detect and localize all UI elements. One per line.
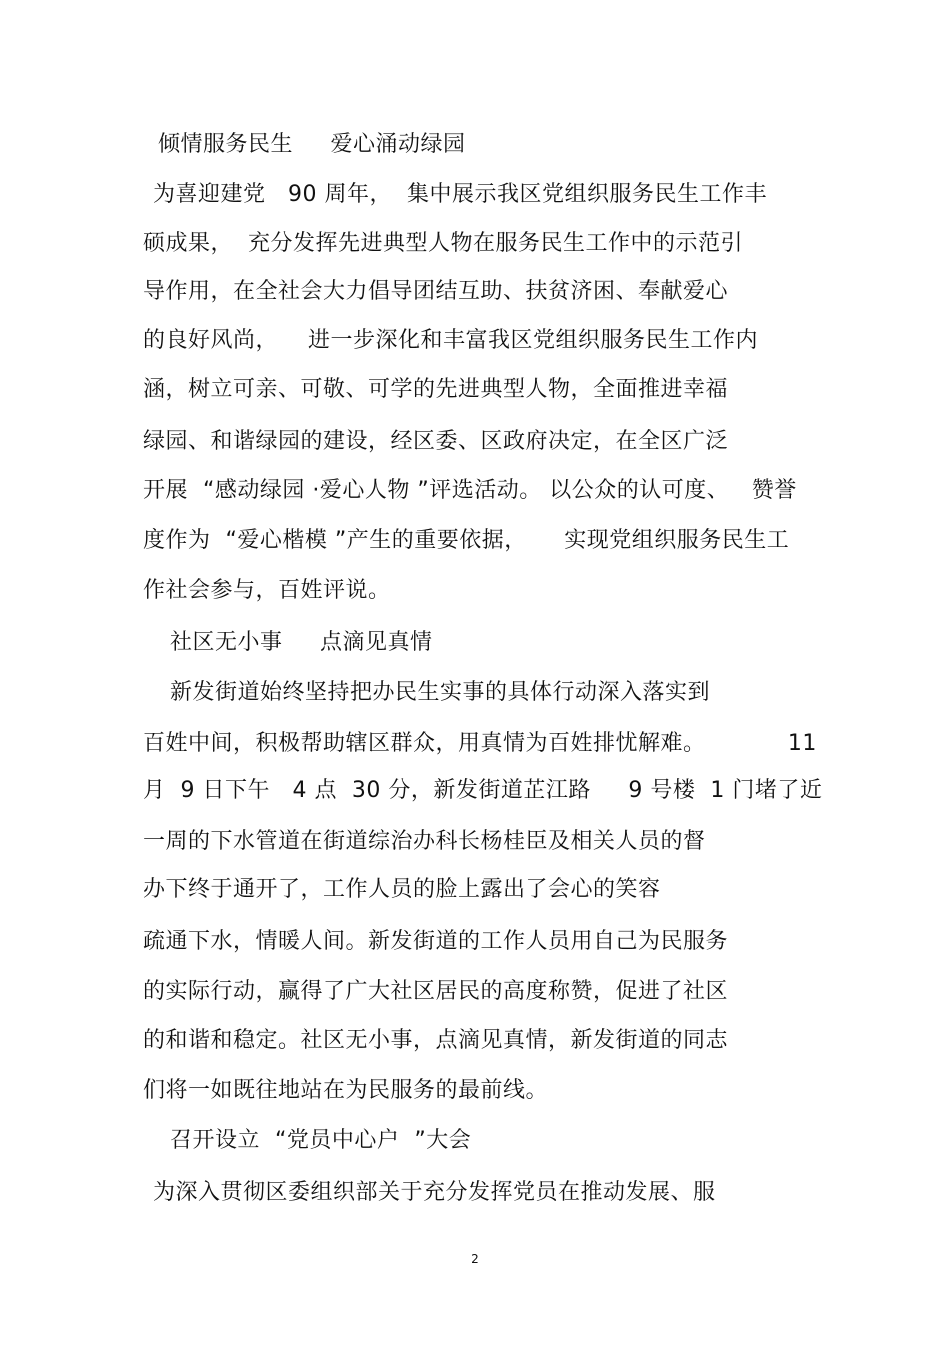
section-heading-3: 召开设立 “党员中心户 ”大会	[170, 1128, 472, 1153]
section-heading-1: 倾情服务民生 爱心涌动绿园	[158, 132, 466, 157]
paragraph-line: 为喜迎建党 90 周年， 集中展示我区党组织服务民生工作丰	[153, 182, 767, 207]
page-number: 2	[471, 1252, 479, 1266]
paragraph-line: 硕成果， 充分发挥先进典型人物在服务民生工作中的示范引	[143, 231, 743, 256]
paragraph-line: 新发街道始终坚持把办民生实事的具体行动深入落实到	[170, 680, 711, 705]
paragraph-line: 百姓中间，积极帮助辖区群众，用真情为百姓排忧解难。 11	[143, 731, 817, 756]
section-heading-2: 社区无小事 点滴见真情	[170, 630, 433, 655]
paragraph-line: 开展 “感动绿园 ·爱心人物 ”评选活动。 以公众的认可度、 赞誉	[143, 478, 797, 503]
paragraph-line: 涵，树立可亲、可敬、可学的先进典型人物，全面推进幸福	[143, 377, 729, 402]
paragraph-line: 们将一如既往地站在为民服务的最前线。	[143, 1078, 549, 1103]
paragraph-line: 绿园、和谐绿园的建设，经区委、区政府决定，在全区广泛	[143, 429, 729, 454]
paragraph-line: 一周的下水管道在街道综治办科长杨桂臣及相关人员的督	[143, 829, 706, 854]
paragraph-line: 导作用，在全社会大力倡导团结互助、扶贫济困、奉献爱心	[143, 279, 729, 304]
paragraph-line: 办下终于通开了，工作人员的脸上露出了会心的笑容	[143, 877, 661, 902]
paragraph-line: 为深入贯彻区委组织部关于充分发挥党员在推动发展、服	[153, 1180, 716, 1205]
paragraph-line: 的和谐和稳定。社区无小事，点滴见真情，新发街道的同志	[143, 1028, 729, 1053]
paragraph-line: 月 9 日下午 4 点 30 分，新发街道芷江路 9 号楼 1 门堵了近	[143, 778, 823, 803]
paragraph-line: 疏通下水，情暖人间。新发街道的工作人员用自己为民服务	[143, 929, 729, 954]
paragraph-line: 作社会参与，百姓评说。	[143, 578, 391, 603]
paragraph-line: 的实际行动，赢得了广大社区居民的高度称赞，促进了社区	[143, 979, 729, 1004]
paragraph-line: 的良好风尚， 进一步深化和丰富我区党组织服务民生工作内	[143, 328, 758, 353]
paragraph-line: 度作为 “爱心楷模 ”产生的重要依据， 实现党组织服务民生工	[143, 528, 790, 553]
